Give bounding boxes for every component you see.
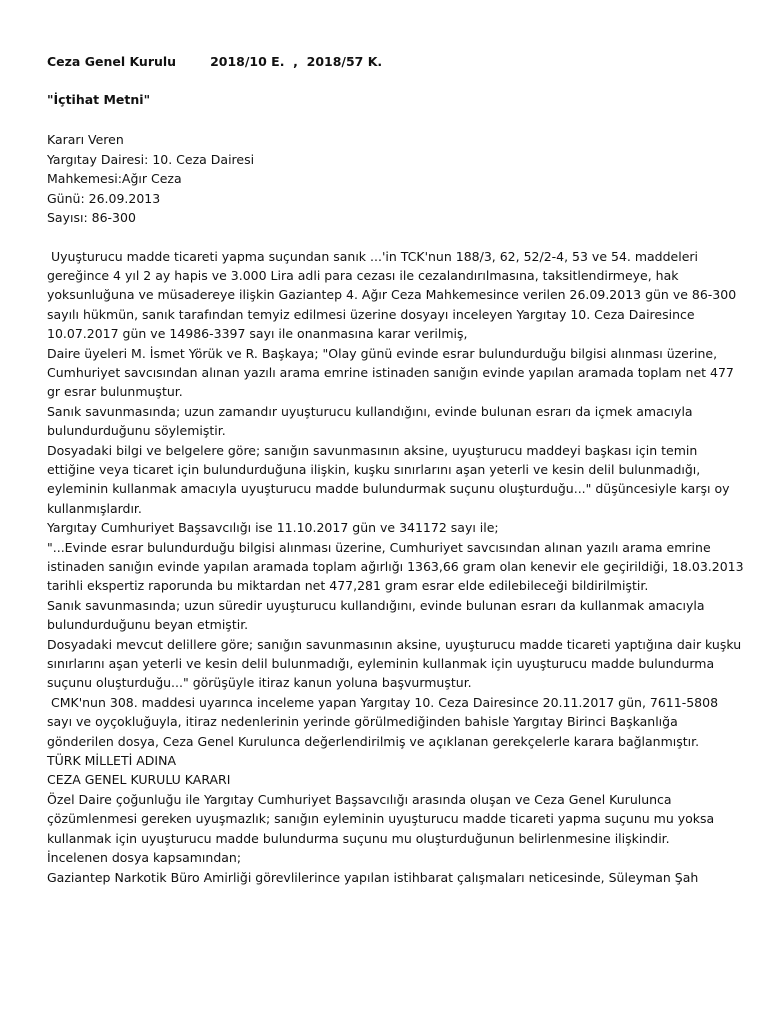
karari-veren-label: Kararı Veren <box>47 132 124 147</box>
paragraph: Sanık savunmasında; uzun zamandır uyuşturucu kullandığını, evinde bulunan esrarı da içmek amacıyla bulundurduğunu söylemiştir. <box>47 403 693 439</box>
paragraph: Dosyadaki mevcut delillere göre; sanığın savunmasının aksine, uyuşturucu madde ticareti yaptığına dair kuşku sınırlarını aşan yeterli ve kesin delil bulunmadığı, eyleminin kullanmak için uyuşturucu madde bulundurma suçunu oluşturduğu..." görüşüyle itiraz kanun yoluna başvurmuştur. <box>47 636 742 691</box>
paragraph: "...Evinde esrar bulundurduğu bilgisi alınması üzerine, Cumhuriyet savcısından alınan yazılı arama emrine istinaden sanığın evinde yapılan aramada toplam ağırlığı 1363,66 gram olan kenevir ele geçirildiği, 18.03.2013 tarihli ekspertiz raporunda bu miktardan net 477,281 gram esrar elde edilebileceği bildirilmiştir. <box>47 539 744 594</box>
paragraph: Dosyadaki bilgi ve belgelere göre; sanığın savunmasının aksine, uyuşturucu maddeyi başkası için temin ettiğine veya ticaret için bulundurduğuna ilişkin, kuşku sınırlarını aşan yeterli ve kesin delil bulunmadığı, eyleminin kullanmak amacıyla uyuşturucu madde bulundurmak suçunu oluşturduğu..." düşüncesiyle karşı oy kullanmışlardır. <box>47 442 730 516</box>
paragraph: Daire üyeleri M. İsmet Yörük ve R. Başkaya; "Olay günü evinde esrar bulundurduğu bilgisi alınması üzerine, Cumhuriyet savcısından alınan yazılı arama emrine istinaden sanığın evinde yapılan aramada toplam net 477 gr esrar bulunmuştur. <box>47 345 734 400</box>
document-type-title: "İçtihat Metni" <box>47 92 151 107</box>
paragraph: Gaziantep Narkotik Büro Amirliği görevlilerince yapılan istihbarat çalışmaları neticesinde, Süleyman Şah <box>47 869 699 885</box>
court-chamber: Yargıtay Dairesi: 10. Ceza Dairesi <box>47 151 255 167</box>
section-heading: CEZA GENEL KURULU KARARI <box>47 772 231 788</box>
paragraph: Özel Daire çoğunluğu ile Yargıtay Cumhuriyet Başsavcılığı arasında oluşan ve Ceza Genel Kurulunca çözümlenmesi gereken uyuşmazlık; sanığın eyleminin uyuşturucu madde ticareti yapma suçunu mu yoksa kullanmak için uyuşturucu madde bulundurma suçunu mu oluşturduğunun belirlenmesine ilişkindir. <box>47 791 715 846</box>
decision-metadata <box>47 130 747 228</box>
paragraph: Uyuşturucu madde ticareti yapma suçundan sanık ...'in TCK'nun 188/3, 62, 52/2-4, 53 ve 54. maddeleri gereğince 4 yıl 2 ay hapis ve 3.000 Lira adli para cezası ile cezalandırılmasına, taksitlendirmeye, hak yoksunluğuna ve müsadereye ilişkin Gaziantep 4. Ağır Ceza Mahkemesince verilen 26.09.2013 gün ve 86-300 sayılı hükmün, sanık tarafından temyiz edilmesi üzerine dosyayı inceleyen Yargıtay 10. Ceza Dairesince 10.07.2017 gün ve 14986-3397 sayı ile onanmasına karar verilmiş, <box>47 248 741 342</box>
decision-heading <box>47 53 747 71</box>
paragraph: İncelenen dosya kapsamından; <box>47 850 242 866</box>
case-number: 2018/10 E. , 2018/57 K. <box>210 54 383 69</box>
decision-body <box>47 247 747 887</box>
court-name: Ceza Genel Kurulu <box>47 54 177 69</box>
decision-number: Sayısı: 86-300 <box>47 210 136 225</box>
decision-date: Günü: 26.09.2013 <box>47 190 161 206</box>
paragraph: Sanık savunmasında; uzun süredir uyuşturucu kullandığını, evinde bulunan esrarı da kullanmak amacıyla bulundurduğunu beyan etmiştir. <box>47 597 705 633</box>
lower-court: Mahkemesi:Ağır Ceza <box>47 171 182 186</box>
section-heading: TÜRK MİLLETİ ADINA <box>47 753 176 769</box>
paragraph: CMK'nun 308. maddesi uyarınca inceleme yapan Yargıtay 10. Ceza Dairesince 20.11.2017 gün, 7611-5808 sayı ve oyçokluğuyla, itiraz nedenlerinin yerinde görülmediğinden bahisle Yargıtay Birinci Başkanlığa gönderilen dosya, Ceza Genel Kurulunca değerlendirilmiş ve açıklanan gerekçelerle karara bağlanmıştır. <box>47 694 723 749</box>
document-page <box>47 53 747 887</box>
paragraph: Yargıtay Cumhuriyet Başsavcılığı ise 11.10.2017 gün ve 341172 sayı ile; <box>47 520 499 536</box>
